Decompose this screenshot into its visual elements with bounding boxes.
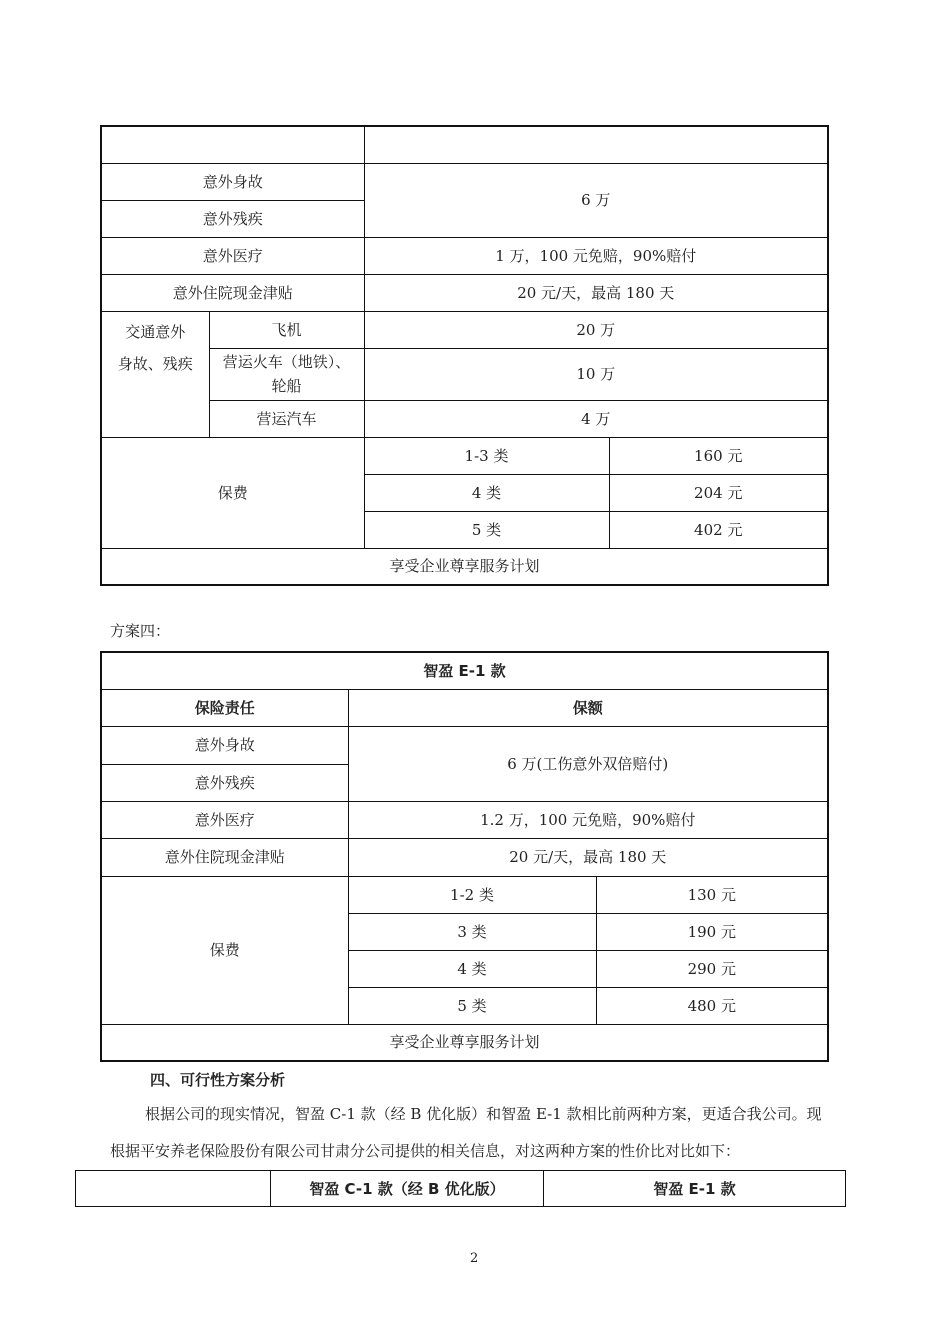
comparison-col-c1: 智盈 C-1 款（经 B 优化版） [271,1171,544,1207]
premium-label: 保费 [101,876,348,1024]
plan4-title: 智盈 E-1 款 [101,652,828,689]
paragraph-line-1: 根据公司的现实情况，智盈 C-1 款（经 B 优化版）和智盈 E-1 款相比前两种方案，更适合我公司。现 [145,1105,822,1123]
accident-death-label: 意外身故 [101,163,364,200]
hospital-allowance-label: 意外住院现金津贴 [101,838,348,876]
premium-class: 5 类 [348,987,596,1024]
premium-price: 290 元 [596,950,828,987]
premium-class: 1-2 类 [348,876,596,913]
hospital-allowance-label: 意外住院现金津贴 [101,274,364,311]
service-plan-row: 享受企业尊享服务计划 [101,1024,828,1061]
accident-death-label: 意外身故 [101,726,348,764]
accident-medical-amount: 1 万，100 元免赔，90%赔付 [364,237,828,274]
comparison-col-e1: 智盈 E-1 款 [544,1171,846,1207]
premium-class: 5 类 [364,511,609,548]
death-disability-amount: 6 万 [364,163,828,237]
train-ship-amount: 10 万 [364,348,828,400]
column-header-amount: 保额 [348,689,828,726]
comparison-table [75,1170,846,1207]
accident-disability-label: 意外残疾 [101,200,364,237]
premium-class: 1-3 类 [364,437,609,474]
section-heading: 四、可行性方案分析 [150,1071,286,1089]
table1-header-right [364,126,828,163]
death-disability-amount: 6 万(工伤意外双倍赔付) [348,726,828,801]
train-label-line1: 营运火车（地铁）、 [222,353,351,371]
traffic-accident-label [101,311,209,437]
accident-medical-label: 意外医疗 [101,801,348,838]
accident-medical-label: 意外医疗 [101,237,364,274]
plan4-label: 方案四： [110,622,171,640]
table1-header-left [101,126,364,163]
premium-class: 4 类 [364,474,609,511]
column-header-responsibility: 保险责任 [101,689,348,726]
page-number: 2 [470,1251,479,1266]
premium-price: 402 元 [609,511,828,548]
traffic-label-line1: 交通意外 [125,322,186,341]
train-ship-label [209,348,364,400]
traffic-label-line2: 身故、残疾 [117,354,193,373]
bus-label: 营运汽车 [209,400,364,437]
premium-price: 190 元 [596,913,828,950]
hospital-allowance-amount: 20 元/天，最高 180 天 [364,274,828,311]
comparison-col-1 [76,1171,271,1207]
premium-class: 3 类 [348,913,596,950]
hospital-allowance-amount: 20 元/天，最高 180 天 [348,838,828,876]
premium-price: 204 元 [609,474,828,511]
accident-disability-label: 意外残疾 [101,764,348,801]
service-plan-row: 享受企业尊享服务计划 [101,548,828,585]
bus-amount: 4 万 [364,400,828,437]
plane-amount: 20 万 [364,311,828,348]
train-label-line2: 轮船 [271,377,302,395]
premium-price: 130 元 [596,876,828,913]
premium-price: 160 元 [609,437,828,474]
premium-class: 4 类 [348,950,596,987]
premium-label: 保费 [101,437,364,548]
accident-medical-amount: 1.2 万，100 元免赔，90%赔付 [348,801,828,838]
coverage-table-plan3 [100,125,829,586]
plane-label: 飞机 [209,311,364,348]
paragraph-line-2: 根据平安养老保险股份有限公司甘肃分公司提供的相关信息，对这两种方案的性价比对比如下： [110,1142,741,1160]
premium-price: 480 元 [596,987,828,1024]
coverage-table-plan4 [100,651,829,1062]
